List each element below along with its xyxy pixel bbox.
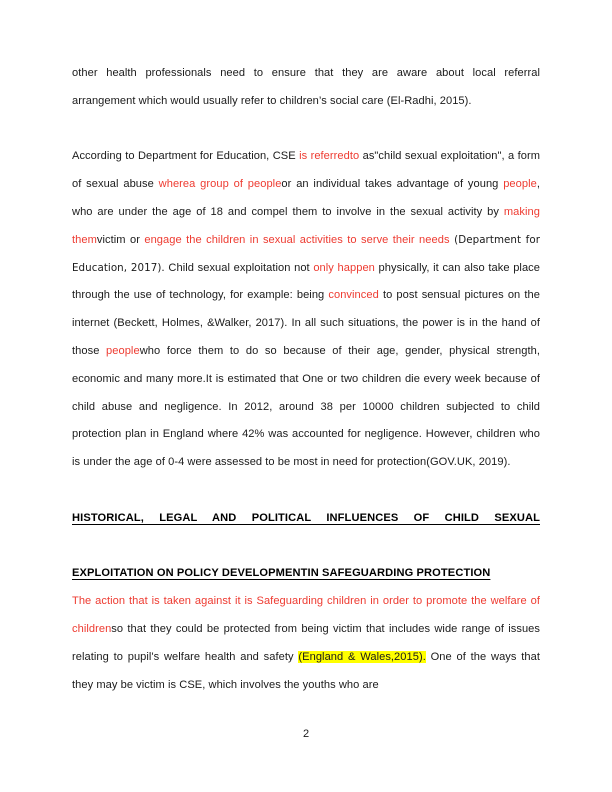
p2-red-run-8: making them [72,205,540,246]
p2-run-7: , who are under the age of 18 and compel them to involve in the sexual activity by [72,178,540,218]
p2-red-run-6: people [503,178,537,191]
p2-run-3: as"child sexual exploitation", a form of sexual abuse [72,150,540,191]
paragraph-1 [72,60,540,116]
p2-red-run-10: engage the children in sexual activities to serve their needs [144,233,450,246]
p2-run-5: or an individual takes advantage of young [281,178,504,191]
section-heading [72,505,540,588]
p2-run-1: According to Department for Education, CSE [72,150,300,163]
p3-red-run-1: The action that is taken against it is Safeguarding children in order to promote the welfare of children [72,595,540,635]
p2-red-run-4: wherea group of people [158,178,282,191]
p2-red-run-2: is referredto [299,150,360,163]
paragraph-spacer [72,116,540,144]
p3-highlighted-citation: (England & Wales,2015). [298,650,426,663]
p2-run-9: victim or [96,233,145,246]
p2-red-run-13: only happen [313,261,375,274]
paragraph-1-text: other health professionals need to ensure that they are aware about local referral arrangement which would usually refer to children’s social care (El-Radhi, 2015). [72,67,540,107]
p3-run-4: One of the ways that they may be victim is CSE, which involves the youths who are [72,650,541,691]
p2-run-14: physically, it can also take place through the use of technology, for example: being [72,261,541,302]
section-heading-line-1: HISTORICAL, LEGAL AND POLITICAL INFLUENCES OF CHILD SEXUAL [72,511,540,524]
p2-run-18: who force them to do so because of their age, gender, physical strength, economic and many more.It is estimated that One or two children die every week because of child abuse and negligence. In 2012, around 38 per 10000 children subjected to child protection plan in England where 42% was accounted for negligence. However, children who is under the age of 0-4 were assessed to be most in need for protection(GOV.UK, 2019). [72,344,540,469]
p2-red-run-17: people [106,344,140,357]
section-heading-line-2: EXPLOITATION ON POLICY DEVELOPMENTIN SAFEGUARDING PROTECTION [72,567,491,580]
page-number: 2 [302,728,310,740]
paragraph-2 [72,143,540,477]
p2-run-16: to post sensual pictures on the internet (Beckett, Holmes, &Walker, 2017). In all such situations, the power is in the hand of those [72,289,540,357]
p2-run-12: Child sexual exploitation not [164,261,314,274]
p2-red-run-15: convinced [328,289,379,302]
paragraph-spacer-2 [72,477,540,505]
p2-citation-dfe: (Department for Education, 2017). [72,233,541,274]
page-content [72,60,540,699]
paragraph-3 [72,588,540,699]
p3-run-2: so that they could be protected from being victim that includes wide range of issues relating to pupil's welfare health and safety [72,622,540,663]
